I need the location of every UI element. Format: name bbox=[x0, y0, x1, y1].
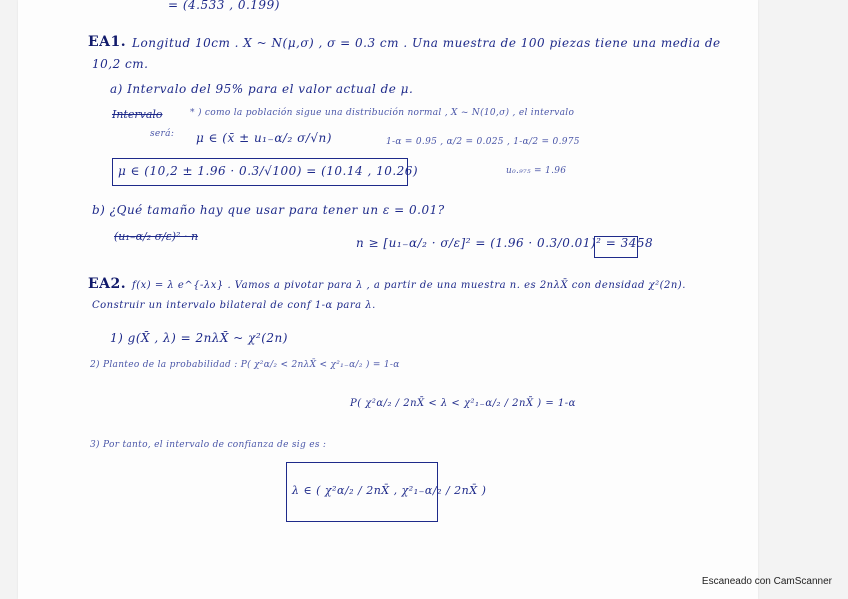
ea2-step1: 1) g(X̄ , λ) = 2nλX̄ ~ χ²(2n) bbox=[110, 331, 288, 345]
ea2-statement-line2: Construir un intervalo bilateral de conf 1-α para λ. bbox=[92, 300, 376, 311]
ea1-statement-line1: Longitud 10cm . X ~ N(μ,σ) , σ = 0.3 cm . Una muestra de 100 piezas tiene una media de bbox=[132, 36, 721, 50]
ea2-step2: 2) Planteo de la probabilidad : P( χ²α/₂ < 2nλX̄ < χ²₁₋α/₂ ) = 1-α bbox=[90, 360, 400, 370]
ea1-method-line2: será: bbox=[150, 129, 175, 139]
ea1-part-b: b) ¿Qué tamaño hay que usar para tener un ε = 0.01? bbox=[92, 203, 445, 217]
ea2-heading: EA2. bbox=[88, 276, 127, 292]
ea1-boxed-result: μ ∈ (10,2 ± 1.96 · 0.3/√100) = (10.14 , 10.26) bbox=[118, 164, 419, 178]
ea1-alpha-values: 1-α = 0.95 , α/2 = 0.025 , 1-α/2 = 0.975 bbox=[386, 137, 580, 147]
ea1-method-label: Intervalo bbox=[112, 108, 163, 121]
camscanner-footer: Escaneado con CamScanner bbox=[701, 576, 832, 587]
ea2-step2b: P( χ²α/₂ / 2nX̄ < λ < χ²₁₋α/₂ / 2nX̄ ) = 1-α bbox=[350, 398, 576, 409]
ea1-part-b-result: n ≥ [u₁₋α/₂ · σ/ε]² = (1.96 · 0.3/0.01)² = 3458 bbox=[356, 236, 654, 250]
ea1-part-b-scribble: (u₁₋α/₂ σ/ε)² · n bbox=[114, 230, 199, 243]
ea1-method-line1: * ) como la población sigue una distribución normal , X ~ N(10,σ) , el intervalo bbox=[190, 108, 575, 118]
ea1-part-a: a) Intervalo del 95% para el valor actual de μ. bbox=[110, 82, 414, 96]
ea1-u-value: u₀.₉₇₅ = 1.96 bbox=[506, 166, 567, 176]
ea2-statement-line1: f(x) = λ e^{-λx} . Vamos a pivotar para λ , a partir de una muestra n. es 2nλX̄ con densidad χ²(2n). bbox=[132, 280, 686, 291]
ea2-step3: 3) Por tanto, el intervalo de confianza de sig es : bbox=[90, 440, 327, 450]
scanned-page bbox=[18, 0, 758, 599]
ea1-part-b-answer-box bbox=[594, 236, 638, 258]
ea1-ci-formula: μ ∈ (x̄ ± u₁₋α/₂ σ/√n) bbox=[196, 131, 332, 145]
ea1-heading: EA1. bbox=[88, 34, 127, 50]
top-result-line: = (4.533 , 0.199) bbox=[168, 0, 280, 12]
ea1-statement-line2: 10,2 cm. bbox=[92, 57, 149, 71]
ea2-boxed-interval: λ ∈ ( χ²α/₂ / 2nX̄ , χ²₁₋α/₂ / 2nX̄ ) bbox=[292, 484, 487, 497]
